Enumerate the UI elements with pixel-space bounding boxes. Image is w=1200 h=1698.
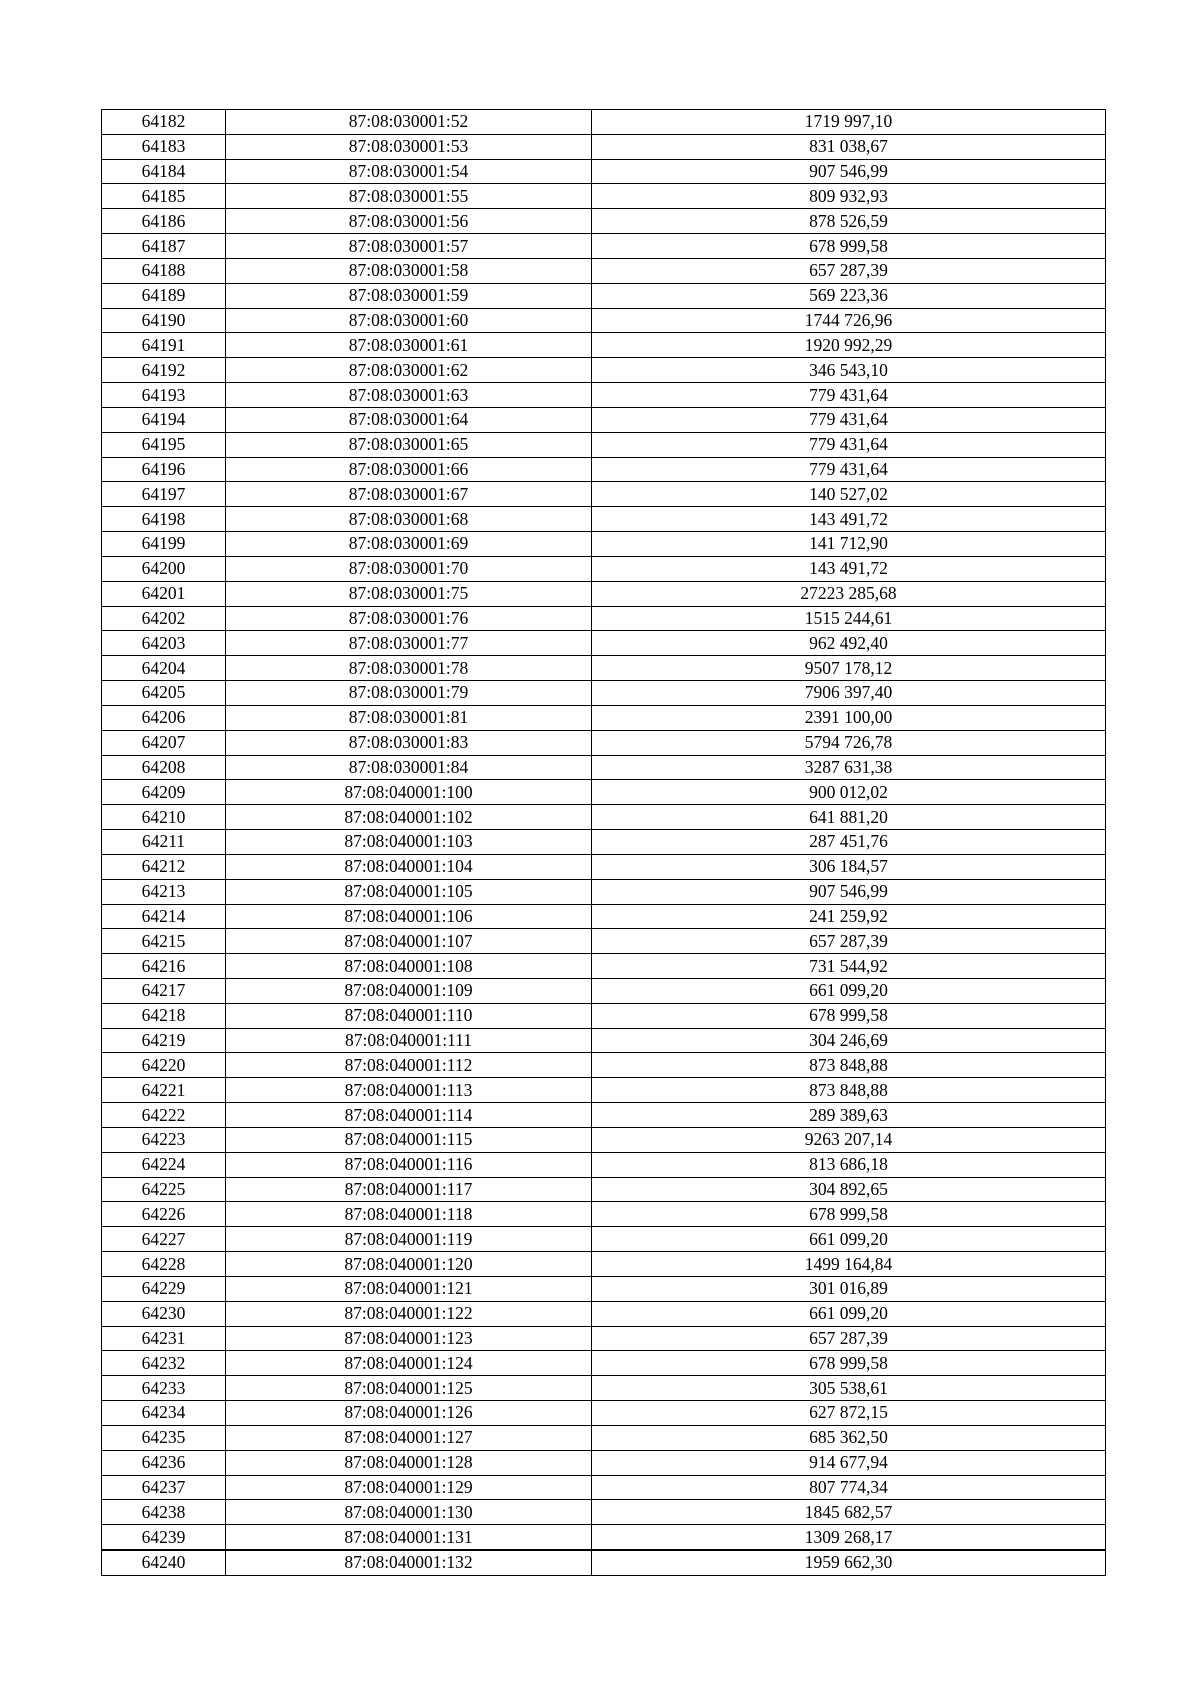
table-row [102,681,1106,706]
cadastral-number-cell: 87:08:030001:63 [226,383,592,408]
cadastral-number-cell: 87:08:040001:109 [226,978,592,1003]
table-row [102,184,1106,209]
cadastral-number-cell: 87:08:030001:79 [226,681,592,706]
row-number-cell: 64229 [102,1276,226,1301]
table-row [102,631,1106,656]
cadastral-number-cell: 87:08:030001:75 [226,581,592,606]
row-number-cell: 64216 [102,954,226,979]
table-row [102,1351,1106,1376]
table-row [102,830,1106,855]
table-row [102,1500,1106,1525]
row-number-cell: 64223 [102,1127,226,1152]
row-number-cell: 64183 [102,134,226,159]
cadastral-number-cell: 87:08:030001:70 [226,556,592,581]
table-row [102,1425,1106,1450]
cadastral-number-cell: 87:08:030001:54 [226,159,592,184]
table-row [102,755,1106,780]
cadastral-number-cell: 87:08:040001:129 [226,1475,592,1500]
cadastral-number-cell: 87:08:030001:76 [226,606,592,631]
cadastral-value-cell: 661 099,20 [592,978,1106,1003]
row-number-cell: 64231 [102,1326,226,1351]
table-row [102,1053,1106,1078]
row-number-cell: 64182 [102,110,226,135]
cadastral-number-cell: 87:08:030001:58 [226,258,592,283]
table-row [102,606,1106,631]
cadastral-value-cell: 678 999,58 [592,1003,1106,1028]
cadastral-number-cell: 87:08:040001:118 [226,1202,592,1227]
row-number-cell: 64199 [102,532,226,557]
cadastral-value-cell: 1744 726,96 [592,308,1106,333]
table-row [102,805,1106,830]
cadastral-value-cell: 907 546,99 [592,159,1106,184]
cadastral-value-cell: 1719 997,10 [592,110,1106,135]
cadastral-value-cell: 661 099,20 [592,1301,1106,1326]
cadastral-value-cell: 140 527,02 [592,482,1106,507]
cadastral-number-cell: 87:08:040001:100 [226,780,592,805]
cadastral-value-cell: 878 526,59 [592,209,1106,234]
cadastral-value-cell: 900 012,02 [592,780,1106,805]
cadastral-number-cell: 87:08:040001:117 [226,1177,592,1202]
cadastral-value-cell: 914 677,94 [592,1450,1106,1475]
table-row [102,283,1106,308]
row-number-cell: 64228 [102,1252,226,1277]
row-number-cell: 64186 [102,209,226,234]
cadastral-number-cell: 87:08:040001:123 [226,1326,592,1351]
row-number-cell: 64227 [102,1227,226,1252]
row-number-cell: 64203 [102,631,226,656]
row-number-cell: 64187 [102,234,226,259]
cadastral-value-cell: 779 431,64 [592,407,1106,432]
table-row [102,1475,1106,1500]
table-row [102,1202,1106,1227]
row-number-cell: 64210 [102,805,226,830]
row-number-cell: 64218 [102,1003,226,1028]
cadastral-value-cell: 813 686,18 [592,1152,1106,1177]
cadastral-number-cell: 87:08:030001:57 [226,234,592,259]
table-row [102,854,1106,879]
cadastral-value-cell: 678 999,58 [592,234,1106,259]
table-row [102,1301,1106,1326]
table-row [102,1003,1106,1028]
cadastral-number-cell: 87:08:030001:81 [226,705,592,730]
table-row [102,978,1106,1003]
row-number-cell: 64212 [102,854,226,879]
cadastral-number-cell: 87:08:040001:113 [226,1078,592,1103]
table-row [102,929,1106,954]
cadastral-value-cell: 731 544,92 [592,954,1106,979]
table-row [102,1401,1106,1426]
cadastral-value-table [101,109,1106,1576]
row-number-cell: 64189 [102,283,226,308]
cadastral-value-cell: 678 999,58 [592,1202,1106,1227]
cadastral-value-cell: 807 774,34 [592,1475,1106,1500]
cadastral-value-cell: 301 016,89 [592,1276,1106,1301]
row-number-cell: 64221 [102,1078,226,1103]
cadastral-number-cell: 87:08:040001:105 [226,879,592,904]
cadastral-number-cell: 87:08:030001:53 [226,134,592,159]
row-number-cell: 64230 [102,1301,226,1326]
table-row [102,383,1106,408]
cadastral-value-cell: 241 259,92 [592,904,1106,929]
cadastral-value-cell: 9507 178,12 [592,656,1106,681]
table-row [102,407,1106,432]
cadastral-number-cell: 87:08:030001:68 [226,507,592,532]
table-row [102,110,1106,135]
cadastral-value-cell: 7906 397,40 [592,681,1106,706]
cadastral-number-cell: 87:08:040001:110 [226,1003,592,1028]
table-row [102,1450,1106,1475]
cadastral-number-cell: 87:08:040001:102 [226,805,592,830]
row-number-cell: 64213 [102,879,226,904]
row-number-cell: 64194 [102,407,226,432]
cadastral-value-cell: 141 712,90 [592,532,1106,557]
row-number-cell: 64237 [102,1475,226,1500]
cadastral-number-cell: 87:08:040001:131 [226,1525,592,1550]
cadastral-value-cell: 287 451,76 [592,830,1106,855]
cadastral-value-cell: 873 848,88 [592,1053,1106,1078]
cadastral-number-cell: 87:08:040001:128 [226,1450,592,1475]
table-row [102,1227,1106,1252]
row-number-cell: 64208 [102,755,226,780]
cadastral-value-cell: 304 892,65 [592,1177,1106,1202]
cadastral-number-cell: 87:08:040001:121 [226,1276,592,1301]
row-number-cell: 64236 [102,1450,226,1475]
cadastral-value-cell: 1309 268,17 [592,1525,1106,1550]
cadastral-number-cell: 87:08:040001:126 [226,1401,592,1426]
cadastral-value-cell: 657 287,39 [592,929,1106,954]
table-row [102,954,1106,979]
row-number-cell: 64198 [102,507,226,532]
table-row [102,705,1106,730]
row-number-cell: 64191 [102,333,226,358]
cadastral-number-cell: 87:08:040001:127 [226,1425,592,1450]
cadastral-number-cell: 87:08:030001:77 [226,631,592,656]
cadastral-value-cell: 569 223,36 [592,283,1106,308]
row-number-cell: 64204 [102,656,226,681]
table-row [102,1127,1106,1152]
row-number-cell: 64240 [102,1550,226,1575]
table-row [102,1550,1106,1575]
cadastral-number-cell: 87:08:040001:115 [226,1127,592,1152]
cadastral-value-cell: 2391 100,00 [592,705,1106,730]
table-row [102,556,1106,581]
cadastral-number-cell: 87:08:030001:62 [226,358,592,383]
table-row [102,879,1106,904]
cadastral-number-cell: 87:08:030001:69 [226,532,592,557]
cadastral-number-cell: 87:08:040001:114 [226,1103,592,1128]
row-number-cell: 64207 [102,730,226,755]
table-row [102,482,1106,507]
cadastral-number-cell: 87:08:040001:124 [226,1351,592,1376]
table-row [102,1078,1106,1103]
row-number-cell: 64184 [102,159,226,184]
table-row [102,1376,1106,1401]
cadastral-value-cell: 143 491,72 [592,556,1106,581]
row-number-cell: 64196 [102,457,226,482]
cadastral-number-cell: 87:08:040001:104 [226,854,592,879]
table-row [102,1252,1106,1277]
row-number-cell: 64214 [102,904,226,929]
cadastral-number-cell: 87:08:030001:52 [226,110,592,135]
cadastral-value-cell: 289 389,63 [592,1103,1106,1128]
cadastral-value-cell: 809 932,93 [592,184,1106,209]
table-row [102,457,1106,482]
table-row [102,1177,1106,1202]
row-number-cell: 64188 [102,258,226,283]
table-row [102,532,1106,557]
table-row [102,656,1106,681]
cadastral-value-cell: 962 492,40 [592,631,1106,656]
cadastral-number-cell: 87:08:040001:120 [226,1252,592,1277]
table-row [102,1525,1106,1550]
row-number-cell: 64205 [102,681,226,706]
cadastral-number-cell: 87:08:030001:59 [226,283,592,308]
cadastral-value-cell: 907 546,99 [592,879,1106,904]
table-row [102,780,1106,805]
cadastral-number-cell: 87:08:030001:61 [226,333,592,358]
row-number-cell: 64200 [102,556,226,581]
cadastral-value-cell: 779 431,64 [592,457,1106,482]
cadastral-number-cell: 87:08:040001:108 [226,954,592,979]
row-number-cell: 64185 [102,184,226,209]
row-number-cell: 64209 [102,780,226,805]
table-row [102,507,1106,532]
cadastral-value-cell: 1920 992,29 [592,333,1106,358]
row-number-cell: 64225 [102,1177,226,1202]
cadastral-number-cell: 87:08:030001:56 [226,209,592,234]
cadastral-number-cell: 87:08:040001:132 [226,1550,592,1575]
cadastral-number-cell: 87:08:030001:65 [226,432,592,457]
cadastral-number-cell: 87:08:030001:66 [226,457,592,482]
row-number-cell: 64219 [102,1028,226,1053]
table-row [102,234,1106,259]
table-row [102,1028,1106,1053]
row-number-cell: 64217 [102,978,226,1003]
cadastral-value-cell: 5794 726,78 [592,730,1106,755]
table-row [102,333,1106,358]
cadastral-value-cell: 641 881,20 [592,805,1106,830]
row-number-cell: 64232 [102,1351,226,1376]
row-number-cell: 64211 [102,830,226,855]
cadastral-number-cell: 87:08:040001:103 [226,830,592,855]
cadastral-value-cell: 27223 285,68 [592,581,1106,606]
table-row [102,358,1106,383]
table-row [102,1103,1106,1128]
cadastral-number-cell: 87:08:030001:84 [226,755,592,780]
table-row [102,730,1106,755]
cadastral-value-cell: 305 538,61 [592,1376,1106,1401]
cadastral-value-cell: 678 999,58 [592,1351,1106,1376]
table-row [102,432,1106,457]
row-number-cell: 64201 [102,581,226,606]
cadastral-number-cell: 87:08:040001:106 [226,904,592,929]
row-number-cell: 64202 [102,606,226,631]
cadastral-number-cell: 87:08:040001:111 [226,1028,592,1053]
table-row [102,1152,1106,1177]
table-row [102,581,1106,606]
cadastral-value-cell: 1959 662,30 [592,1550,1106,1575]
table-row [102,1326,1106,1351]
cadastral-value-cell: 627 872,15 [592,1401,1106,1426]
row-number-cell: 64233 [102,1376,226,1401]
cadastral-value-cell: 3287 631,38 [592,755,1106,780]
cadastral-value-cell: 1845 682,57 [592,1500,1106,1525]
cadastral-number-cell: 87:08:030001:83 [226,730,592,755]
row-number-cell: 64190 [102,308,226,333]
row-number-cell: 64215 [102,929,226,954]
cadastral-value-cell: 143 491,72 [592,507,1106,532]
cadastral-value-cell: 657 287,39 [592,1326,1106,1351]
row-number-cell: 64220 [102,1053,226,1078]
cadastral-value-cell: 1499 164,84 [592,1252,1106,1277]
cadastral-number-cell: 87:08:040001:107 [226,929,592,954]
cadastral-value-cell: 831 038,67 [592,134,1106,159]
cadastral-number-cell: 87:08:040001:122 [226,1301,592,1326]
cadastral-value-cell: 779 431,64 [592,383,1106,408]
cadastral-value-cell: 779 431,64 [592,432,1106,457]
cadastral-number-cell: 87:08:040001:116 [226,1152,592,1177]
row-number-cell: 64192 [102,358,226,383]
cadastral-value-cell: 873 848,88 [592,1078,1106,1103]
cadastral-value-cell: 9263 207,14 [592,1127,1106,1152]
row-number-cell: 64224 [102,1152,226,1177]
table-row [102,258,1106,283]
cadastral-number-cell: 87:08:030001:78 [226,656,592,681]
cadastral-number-cell: 87:08:040001:125 [226,1376,592,1401]
cadastral-value-cell: 657 287,39 [592,258,1106,283]
table-row [102,159,1106,184]
cadastral-number-cell: 87:08:040001:130 [226,1500,592,1525]
table-row [102,134,1106,159]
cadastral-number-cell: 87:08:030001:67 [226,482,592,507]
row-number-cell: 64238 [102,1500,226,1525]
row-number-cell: 64222 [102,1103,226,1128]
table-row [102,308,1106,333]
cadastral-number-cell: 87:08:040001:119 [226,1227,592,1252]
cadastral-value-cell: 304 246,69 [592,1028,1106,1053]
row-number-cell: 64193 [102,383,226,408]
cadastral-number-cell: 87:08:030001:60 [226,308,592,333]
cadastral-value-cell: 661 099,20 [592,1227,1106,1252]
row-number-cell: 64197 [102,482,226,507]
row-number-cell: 64226 [102,1202,226,1227]
row-number-cell: 64239 [102,1525,226,1550]
cadastral-value-cell: 346 543,10 [592,358,1106,383]
table-row [102,904,1106,929]
cadastral-number-cell: 87:08:040001:112 [226,1053,592,1078]
cadastral-value-cell: 1515 244,61 [592,606,1106,631]
cadastral-number-cell: 87:08:030001:55 [226,184,592,209]
table-row [102,1276,1106,1301]
cadastral-number-cell: 87:08:030001:64 [226,407,592,432]
table-row [102,209,1106,234]
row-number-cell: 64206 [102,705,226,730]
table-body [102,110,1106,1576]
cadastral-value-cell: 306 184,57 [592,854,1106,879]
row-number-cell: 64195 [102,432,226,457]
row-number-cell: 64234 [102,1401,226,1426]
cadastral-value-cell: 685 362,50 [592,1425,1106,1450]
row-number-cell: 64235 [102,1425,226,1450]
